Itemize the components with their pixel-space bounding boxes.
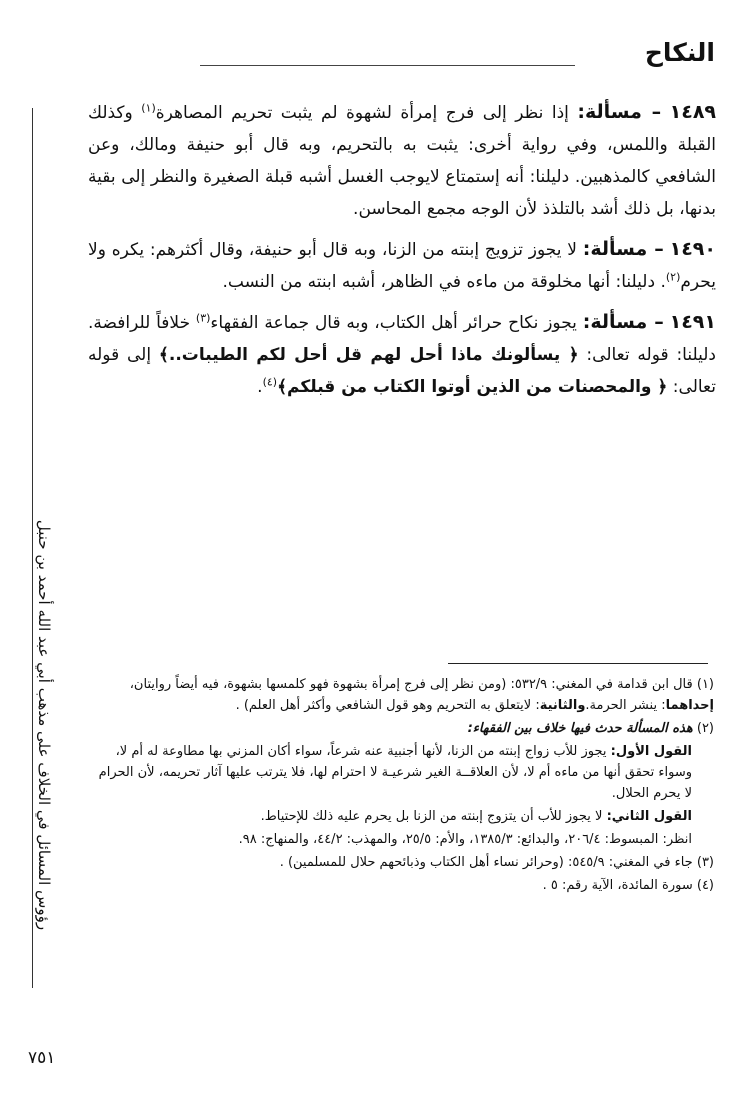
footnote-text: جاء في المغني: ٥٤٥/٩: (وحرائر نساء أهل الكتاب وذبائحهم حلال للمسلمين) .	[279, 855, 693, 870]
issue-1491: ١٤٩١ – مسألة: يجوز نكاح حرائر أهل الكتاب، وبه قال جماعة الفقهاء$^{(٣)}$ خلافاً للرافضة. دليلنا: قوله تعالى: ﴿ يسألونك ماذا أحل لهم قل أحل لكم الطيبات..﴾ إلى قوله تعالى: ﴿ والمحصنات من الذين أوتوا الكتاب من قبلكم﴾$^{(٤)}$.	[88, 311, 716, 397]
header-rule	[200, 65, 575, 66]
side-running-title	[14, 108, 53, 988]
footnote-heading: هذه المسألة حدث فيها خلاف بين الفقهاء:	[467, 721, 693, 736]
footnote-number: (١)	[696, 677, 714, 692]
issue-text: يجوز نكاح حرائر أهل الكتاب، وبه قال جماعة الفقهاء	[210, 313, 577, 333]
quran-verse: ﴿ يسألونك ماذا أحل لهم قل أحل لكم الطيبات..﴾	[158, 345, 579, 365]
issue-number: ١٤٨٩	[669, 101, 717, 123]
footnote-1	[88, 674, 714, 716]
footnote-3	[88, 852, 714, 873]
footnote-2-opinion-2	[88, 806, 714, 827]
issue-number: ١٤٩٠	[669, 238, 716, 260]
running-title-text: رؤوس المسائل في الخلاف على مذهب أبي عبد الله أحمد بن حنبل	[35, 485, 53, 965]
page-header	[200, 38, 715, 78]
page-number: ٧٥١	[28, 1048, 56, 1068]
footnote-text: سورة المائدة، الآية رقم: ٥ .	[542, 878, 693, 893]
footnote-number: (٢)	[696, 721, 714, 736]
opinion-text: لا يجوز للأب أن يتزوج إبنته من الزنا بل يحرم عليه ذلك للإحتياط.	[260, 809, 603, 824]
footnote-2	[88, 718, 714, 739]
issue-1490: ١٤٩٠ – مسألة: لا يجوز تزويج إبنته من الزنا، وبه قال أبو حنيفة، وقال أكثرهم: يكره ولا يحرم$^{(٢)}$. دليلنا: أنها مخلوقة من ماءه في الظاهر، أشبه ابنته من النسب.	[88, 238, 716, 292]
footnotes	[88, 674, 714, 898]
quran-verse: ﴿ والمحصنات من الذين أوتوا الكتاب من قبلكم﴾	[277, 377, 668, 397]
footnote-text: : لايتعلق به التحريم وهو قول الشافعي وأكثر أهل العلم) .	[235, 698, 540, 713]
footnote-separator	[448, 663, 708, 664]
footnote-text: : ينشر الحرمة.	[585, 698, 666, 713]
footnote-2-references: انظر: المبسوط: ٢٠٦/٤، والبدائع: ١٣٨٥/٣، والأم: ٢٥/٥، والمهذب: ٤٤/٢، والمنهاج: ٩٨.	[238, 832, 692, 847]
issue-text-cont: إلى قوله تعالى:	[88, 345, 716, 397]
footnote-term: إحداهما	[665, 698, 714, 713]
footnote-term: والثانية	[539, 698, 586, 713]
chapter-title: النكاح	[644, 38, 715, 67]
opinion-label: القول الأول:	[610, 744, 692, 759]
footnote-ref[interactable]: (١)	[141, 101, 156, 115]
footnote-ref[interactable]: (٢)	[665, 270, 681, 284]
issue-text-end: .	[257, 377, 263, 397]
issue-label: مسألة	[585, 101, 642, 123]
footnote-2-opinion-1	[88, 741, 714, 804]
issue-text-cont: . دليلنا: أنها مخلوقة من ماءه في الظاهر، أشبه ابنته من النسب.	[222, 272, 666, 292]
issue-text-cont: وكذلك القبلة واللمس، وفي رواية أخرى: يثبت به بالتحريم، وبه قال أبو حنيفة ومالك، وعن الشافعي كالمذهبين. دليلنا: أنه إستمتاع لايوجب الغسل أشبه قبلة الصغيرة والنظر إلى بقية بدنها، بل ذلك أشد بالتلذذ لأن الوجه مجمع المحاسن.	[88, 103, 716, 219]
side-rule	[32, 108, 33, 988]
footnote-ref[interactable]: (٣)	[195, 311, 211, 325]
issue-text-cont: خلافاً للرافضة. دليلنا: قوله تعالى:	[88, 313, 716, 365]
footnote-number: (٤)	[696, 878, 714, 893]
issue-number: ١٤٩١	[669, 311, 716, 333]
opinion-text: يجوز للأب زواج إبنته من الزنا، لأنها أجنبية عنه شرعاً، سواء أكان المزني بها مطاوعة له أم لا، وسواء تحقق أنها من ماءه أم لا، لأن العلاقــة الغير شرعيـة لا احترام لها، فلا يترتب عليها آثار تحريمه، لأن الحرام لا يحرم الحلال.	[98, 744, 692, 801]
issue-1489: ١٤٨٩ – مسألة: إذا نظر إلى فرج إمرأة لشهوة لم يثبت تحريم المصاهرة$^{(١)}$ وكذلك القبلة واللمس، وفي رواية أخرى: يثبت به بالتحريم، وبه قال أبو حنيفة ومالك، وعن الشافعي كالمذهبين. دليلنا: أنه إستمتاع لايوجب الغسل أشبه قبلة الصغيرة والنظر إلى بقية بدنها، بل ذلك أشد بالتلذذ لأن الوجه مجمع المحاسن.	[88, 101, 717, 219]
issue-label: مسألة	[590, 238, 648, 260]
issue-text: إذا نظر إلى فرج إمرأة لشهوة لم يثبت تحريم المصاهرة	[155, 103, 569, 123]
opinion-label: القول الثاني:	[606, 809, 692, 824]
main-text	[88, 96, 716, 411]
footnote-text: قال ابن قدامة في المغني: ٥٣٢/٩: (ومن نظر إلى فرج إمرأة بشهوة فهو كلمسها بشهوة، فيه أيضاً روايتان،	[129, 677, 693, 692]
issue-label: مسألة	[590, 311, 648, 333]
footnote-ref[interactable]: (٤)	[262, 375, 278, 389]
issue-text: لا يجوز تزويج إبنته من الزنا، وبه قال أبو حنيفة، وقال أكثرهم: يكره ولا يحرم	[88, 240, 716, 292]
footnote-4	[88, 875, 714, 896]
footnote-number: (٣)	[696, 855, 714, 870]
